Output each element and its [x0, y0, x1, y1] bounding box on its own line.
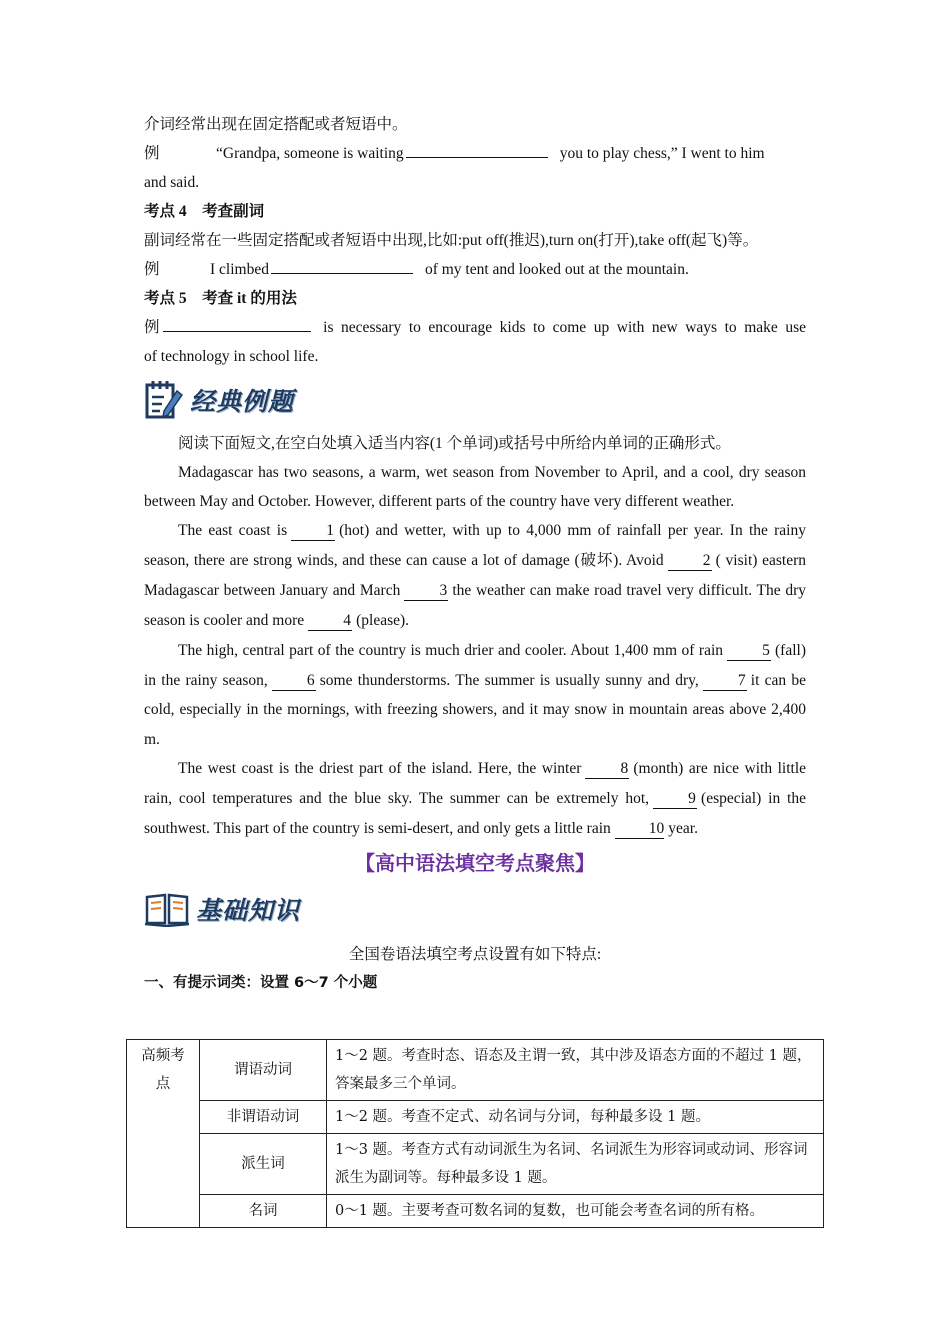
point-4-title: 考点 4 考查副词: [144, 203, 265, 220]
passage-paragraph-2: The east coast is 1 (hot) and wetter, with up to 4,000 mm of rainfall per year. In the rainy season, there are strong winds, and these can cause a lot of damage (破坏). Avoid 2 ( visit) eastern Madagascar between January and March 3 the weather can make road travel very difficult. The dry season is cooler and more 4 (please).: [144, 522, 807, 629]
example-1: 例 “Grandpa, someone is waiting you to play chess,” I went to him: [144, 139, 806, 168]
passage-paragraph-1: Madagascar has two seasons, a warm, wet season from November to April, and a cool, dry season between May and October. However, different parts of the country have very different weather.: [144, 464, 806, 510]
intro-line: 介词经常出现在固定搭配或者短语中。: [144, 116, 408, 133]
instruction: 阅读下面短文,在空白处填入适当内容(1 个单词)或括号中所给内单词的正确形式。: [178, 435, 731, 452]
table-row: [127, 1040, 824, 1101]
blank-9[interactable]: 9: [653, 790, 697, 809]
blank-6[interactable]: 6: [272, 672, 316, 691]
answer-blank[interactable]: [163, 314, 311, 332]
answer-blank[interactable]: [406, 140, 548, 158]
open-book-icon: [144, 891, 190, 927]
classic-heading: 经典例题: [144, 375, 806, 425]
blank-7[interactable]: 7: [703, 672, 747, 691]
national-line: 全国卷语法填空考点设置有如下特点:: [348, 946, 602, 963]
table-row: [127, 1195, 824, 1228]
document-page: 介词经常出现在固定搭配或者短语中。 例 “Grandpa, someone is waiting you to play chess,” I went to him and said. 考点 4 考查副词 副词经常在一些固定搭配或者短语中出现,比如:put off(推迟),turn on(打开),take off(起飞)等。 例 I climbed of my tent and looked out at the mountain. 考点 5 考查 it 的用法 例 is necessary to encourage kids to come up with new ways to make use of technology in school life. 经典例题 阅读下面短文,在空白处填入适当内容(1 个单词)或括号中所给内单词的正确形式。 Madagascar has two seasons, a warm, wet season from November to April, and a cool, dry season between May and October. However, different parts of the country have very different weather. The east coast is 1 (hot) and wetter, with up to 4,000 mm of rainfall per year. In the rainy season, there are strong winds, and these can cause a lot of damage (破坏). Avoid 2 ( visit) eastern Madagascar between January and March 3 the weather can make road travel very difficult. The dry season is cooler and more 4 (please). The high, central part of the country is much drier and cooler. About 1,400 mm of rain 5 (fall) in the rainy season, 6 some thunderstorms. The summer is usually sunny and dry, 7 it can be cold, especially in the mornings, with freezing showers, and it may snow in mountain areas above 2,400 m. The west coast is the driest part of the island. Here, the winter 8 (month) are nice with little rain, cool temperatures and the blue sky. The summer can be extremely hot, 9 (especial) in the southwest. This part of the country is semi-desert, and only gets a little rain 10 year. 【高中语法填空考点聚焦】 基础知识 全国卷语法填空考点设置有如下特点: 一、有提示词类：设置 6～7 个小题: [144, 110, 806, 998]
example-2: 例 I climbed of my tent and looked out at the mountain.: [144, 255, 806, 284]
blank-8[interactable]: 8: [585, 760, 629, 779]
blank-2[interactable]: 2: [668, 552, 712, 571]
focus-title: 【高中语法填空考点聚焦】: [355, 851, 595, 875]
blank-4[interactable]: 4: [308, 612, 352, 631]
table-cell-desc: 1～2 题。考查时态、语态及主谓一致，其中涉及语态方面的不超过 1 题，答案最多三个单词。: [327, 1040, 824, 1101]
example-label: 例: [144, 145, 160, 162]
table-cell-desc: 1～3 题。考查方式有动词派生为名词、名词派生为形容词或动词、形容词派生为副词等。每种最多设 1 题。: [327, 1134, 824, 1195]
point-5-title: 考点 5 考查 it 的用法: [144, 290, 297, 307]
blank-10[interactable]: 10: [615, 820, 665, 839]
table-cell-name: 谓语动词: [200, 1040, 327, 1101]
table-cell-desc: 0～1 题。主要考查可数名词的复数，也可能会考查名词的所有格。: [327, 1195, 824, 1228]
blank-3[interactable]: 3: [404, 582, 448, 601]
table-cell-desc: 1～2 题。考查不定式、动名词与分词，每种最多设 1 题。: [327, 1101, 824, 1134]
table-cell-name: 派生词: [200, 1134, 327, 1195]
blank-5[interactable]: 5: [727, 642, 771, 661]
basic-heading: 基础知识: [144, 884, 806, 934]
blank-1[interactable]: 1: [291, 522, 335, 541]
table-row: [127, 1101, 824, 1134]
table-cell-name: 非谓语动词: [200, 1101, 327, 1134]
table-row: [127, 1134, 824, 1195]
table-category: 高频考点: [127, 1040, 200, 1228]
key-points-table: [126, 1039, 824, 1228]
notepad-pen-icon: [144, 379, 184, 421]
section-one-title: 一、有提示词类：设置 6～7 个小题: [144, 975, 378, 991]
point-4-desc: 副词经常在一些固定搭配或者短语中出现,比如:put off(推迟),turn on(打开),take off(起飞)等。: [144, 232, 759, 249]
table-cell-name: 名词: [200, 1195, 327, 1228]
example-3: 例 is necessary to encourage kids to come up with new ways to make use: [144, 313, 806, 342]
passage-paragraph-4: The west coast is the driest part of the island. Here, the winter 8 (month) are nice with little rain, cool temperatures and the blue sky. The summer can be extremely hot, 9 (especial) in the southwest. This part of the country is semi-desert, and only gets a little rain 10 year.: [144, 760, 807, 837]
passage-paragraph-3: The high, central part of the country is much drier and cooler. About 1,400 mm of rain 5 (fall) in the rainy season, 6 some thunderstorms. The summer is usually sunny and dry, 7 it can be cold, especially in the mornings, with freezing showers, and it may snow in mountain areas above 2,400 m.: [144, 642, 806, 748]
answer-blank[interactable]: [271, 256, 413, 274]
